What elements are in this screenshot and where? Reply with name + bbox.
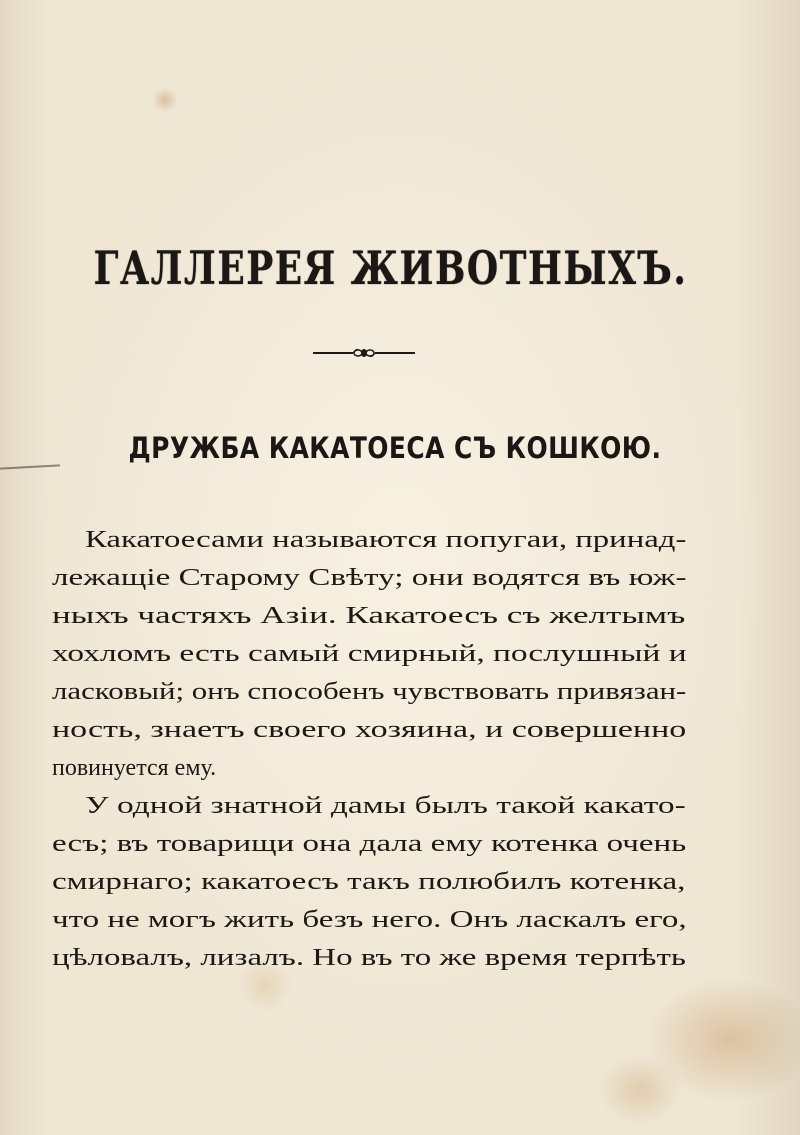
body-text-line: смирнаго; какатоесъ такъ полюбилъ котенка, [52, 869, 686, 895]
body-text-line: хохломъ есть самый смирный, послушный и [52, 641, 687, 667]
body-text-line: Какатоесами называются попугаи, принад- [85, 527, 687, 553]
body-text-line: лежащіе Старому Свѣту; они водятся въ юж- [52, 565, 687, 591]
body-text-line: У одной знатной дамы былъ такой какато- [85, 793, 686, 819]
body-text-line: ныхъ частяхъ Азіи. Какатоесъ съ желтымъ [52, 603, 686, 629]
ornamental-divider [313, 346, 415, 360]
body-text-line: ласковый; онъ способенъ чувствовать привязан- [52, 679, 687, 705]
section-title: ГАЛЛЕРЕЯ ЖИВОТНЫХЪ. [93, 241, 688, 295]
body-text-line: цѣловалъ, лизалъ. Но въ то же время терпѣть [52, 945, 686, 971]
body-text-line: ность, знаетъ своего хозяина, и совершенно [52, 717, 687, 743]
body-text-line: есъ; въ товарищи она дала ему котенка очень [52, 831, 687, 857]
article-title: ДРУЖБА КАКАТОЕСА СЪ КОШКОЮ. [128, 431, 662, 465]
body-text-line: что не могъ жить безъ него. Онъ ласкалъ его, [52, 907, 687, 933]
body-text-line: повинуется ему. [52, 755, 217, 781]
